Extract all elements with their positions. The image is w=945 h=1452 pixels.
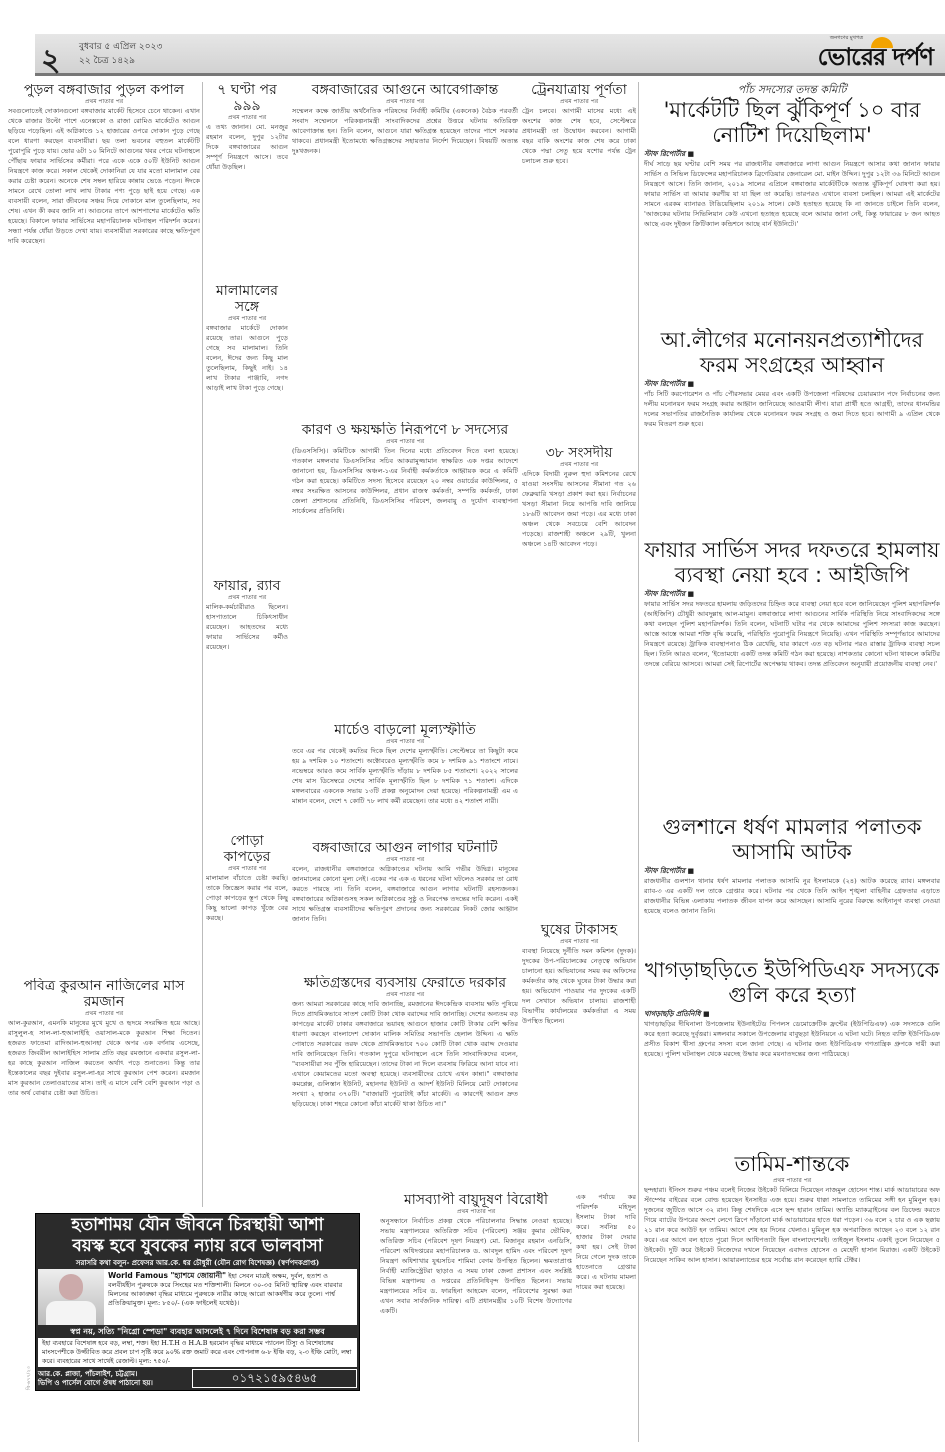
date-block <box>79 40 162 68</box>
article-body: বলেন, রাজধানীর বঙ্গবাজারে অগ্নিকাণ্ডের ঘটনায় আমি গভীর উদ্বিগ্ন। মানুষের জানমালের কোনো মূল্য নেই। একের পর এক এ ধরনের ঘটনা ঘটলেও সরকার তা রোধ করতে পারছে না। তিনি বলেন, বঙ্গবাজারে আগুন লাগার ঘটনাটি রহস্যজনক। বঙ্গবাজারের অগ্নিকাণ্ডসহ সকল অগ্নিকাণ্ডের সুষ্ঠু ও নিরপেক্ষ তদন্তের দাবি করেন। একই সাথে ক্ষতিগ্রস্ত ব্যবসায়ীদের ক্ষতিপূরণ প্রদানের জন্য সরকারের নিকট জোর আহ্বান জানান তিনি। <box>292 865 518 923</box>
article-market-risky <box>644 82 940 310</box>
ad-product-body: ইহা সেবন মাত্রই অক্ষম, দুর্বল, হতাশ ও বলবীর্যহীন পুরুষকে করে সিংহের মত শক্তিশালী। মিলনে ৩০-৩৫ মিনিট স্থায়িত্ব এবং বারবার মিলনের আকাঙ্ক্ষা বৃদ্ধির মাধ্যমে পুরুষকে নারীর কাছে আরো আকর্ষণীয় করে তুলে। পার্শ্ব প্রতিক্রিয়ামুক্ত। মূল্য: ৮৫০/- (এক ফাইলেই যথেষ্ঠ)। <box>108 1272 343 1307</box>
ad-product <box>104 1269 357 1325</box>
headline: তামিম-শান্তকে <box>734 1152 850 1176</box>
kicker: পাঁচ সদস্যের তদন্ত কমিটি <box>737 83 847 96</box>
article-tamim-shanto <box>644 1152 940 1442</box>
logo-name: ভোরের দর্পণ <box>817 43 933 71</box>
headline: মাসব্যাপী বায়ুদূষণ বিরোধী <box>403 1192 549 1208</box>
article-body: সম্মেলন কক্ষে জাতীয় অর্থনৈতিক পরিষদের নির্বাহী কমিটির (একনেক) বৈঠক পরবর্তী সংবাদ সম্মেলনে পরিকল্পনামন্ত্রী সাংবাদিকদের প্রশ্নের উত্তরে ঘটনায় অতিরিক্ত আবেগাক্রান্ত হন। তিনি বলেন, আগুনে যারা ক্ষতিগ্রস্ত হয়েছেন তাদের পাশে সরকার থাকবে। প্রধানমন্ত্রী ইতোমধ্যে ক্ষতিগ্রস্তদের সহায়তার নির্দেশ দিয়েছেন। বিষয়টি অত্যন্ত দুঃখজনক। <box>292 107 518 155</box>
headline: বঙ্গবাজারে আগুন লাগার ঘটনাটি <box>312 840 498 856</box>
doctor-photo <box>38 1269 104 1325</box>
byline: স্টাফ রিপোর্টার ■ <box>644 149 695 158</box>
continued-label: প্রথম পাতার পর <box>559 938 599 945</box>
continued-label: প্রথম পাতার পর <box>227 315 267 322</box>
article-body: জন্য আমরা সরকারের কাছে দাবি জানাচ্ছি, রমজানের ঈদকেন্দ্রিক ব্যবসায় ক্ষতি পুষিয়ে দিতে প্রাথমিকভাবে সাতশ কোটি টাকা থোক বরাদ্দের দাবি জানাচ্ছি। দেশের অন্যতম বড় কাপড়ের মার্কেট ঢাকার বঙ্গবাজারে ভয়াবহ আগুনে হাজার কোটি টাকার বেশি ক্ষতির ধারণা করছেন বাংলাদেশ দোকান মালিক সমিতির সভাপতি হেলাল উদ্দিন। এ ক্ষতি পোষাতে সরকারের তরফ থেকে প্রাথমিকভাবে ৭০০ কোটি টাকা থোক বরাদ্দ দেওয়ার দাবি জানিয়েছেন তিনি। গতকাল দুপুরে ঘটনাস্থলে এসে তিনি সাংবাদিকদের বলেন, "ব্যবসায়ীরা সব পুঁজি হারিয়েছেন। তাদের টাকা না দিলে ব্যবসায় ফিরিয়ে আনা যাবে না। এখানে কেয়ামতের মতো অবস্থা হয়েছে। ব্যবসায়ীদের চোখে এখন কান্না।" বঙ্গবাজার কমপ্লেক্স, গুলিস্তান ইউনিট, মহানগর ইউনিট ও আদর্শ ইউনিট মিলিয়ে মোট দোকানের সংখ্যা ২ হাজার ৩৭০টি। "বাজারটি পুরোটাই কাঁচা মার্কেট। এ কারণেই আগুন দ্রুত ছড়িয়েছে। ঢাকা শহরে কোনো কাঁচা মার্কেট থাকা উচিত না।" <box>292 1000 518 1108</box>
article-igp <box>644 538 940 808</box>
continued-label: প্রথম পাতার পর <box>227 594 267 601</box>
continued-label: প্রথম পাতার পর <box>456 1208 496 1215</box>
article-body: অনুসন্ধানে নির্বাচিত প্রকল্প থেকে পরিচালনার সিদ্ধান্ত নেওয়া হয়েছে। সভায় মন্ত্রণালয়ের অতিরিক্ত সচিব (পরিবেশ) সঞ্জয় কুমার ভৌমিক, অতিরিক্ত সচিব (পরিবেশ দূষণ নিয়ন্ত্রণ) মো. মিজানুর রহমান এনডিসি, পরিবেশ অধিদপ্তরের মহাপরিচালক ড. আবদুল হামিদ এবং পরিবেশ দূষণ নিয়ন্ত্রণ অধিশাখার যুগ্মসচিব শামিমা বেগম উপস্থিত ছিলেন। ক্ষমতাপ্রাপ্ত নির্বাহী ম্যাজিস্ট্রেটরা ছাড়াও এ সময় ঢাকা জেলা প্রশাসন এবং সংশ্লিষ্ট বিভিন্ন মন্ত্রণালয় ও দপ্তরের প্রতিনিধিবৃন্দ উপস্থিত ছিলেন। সভায় মন্ত্রণালয়ের সচিব ড. ফারহিনা আহমেদ বলেন, পরিবেশের সুরক্ষা করা এখন সবার সার্বজনিক দায়িত্ব। এটি প্রধানমন্ত্রীর ১০টি বিশেষ উদ্যোগের একটি। <box>380 1217 572 1315</box>
headline: পোড়া কাপড়ের <box>223 833 271 865</box>
ad-headline-1: হতাশাময় যৌন জীবনে চিরস্থায়ী আশা <box>71 1215 324 1235</box>
column-divider <box>202 82 203 1207</box>
article-7-hours <box>206 82 288 282</box>
advertisement <box>35 1213 360 1391</box>
continued-label: প্রথম পাতার পর <box>84 1010 124 1017</box>
article-khagrachari <box>644 958 940 1148</box>
ad-headline-3: স্বপ্ন নয়, সত্যি "নিগ্রো স্পেডা" ব্যবহার আসলেই ৭ দিনে বিশেষাঙ্গ বড় করা সম্ভব <box>70 1326 325 1336</box>
article-air-pollution <box>380 1192 572 1442</box>
headline: ৭ ঘণ্টা পর ৯৯৯ <box>217 82 277 114</box>
continued-label: প্রথম পাতার পর <box>385 856 425 863</box>
article-body: মালিক-কর্মচারীরাও ছিলেন। হাসপাতালে চিকিৎসাধীন রয়েছেন। আহতদের মধ্যে ফায়ার সার্ভিসের কর্মীও রয়েছেন। <box>206 603 288 651</box>
article-committee <box>292 422 518 720</box>
article-bribe <box>522 922 636 1190</box>
article-38-seats <box>522 445 636 920</box>
ad-product-row <box>38 1269 357 1325</box>
headline: পবিত্র কুরআন নাজিলের মাস রমজান <box>23 978 185 1010</box>
headline: কারণ ও ক্ষয়ক্ষতি নিরূপণে ৮ সদস্যের <box>301 422 509 438</box>
headline: ক্ষতিগ্রস্তদের ব্যবসায় ফেরাতে দরকার <box>303 975 507 991</box>
continued-label: প্রথম পাতার পর <box>385 438 425 445</box>
headline: ট্রেনযাত্রায় পূর্ণতা <box>531 82 627 98</box>
headline: ৩৮ সংসদীয় <box>545 445 613 461</box>
headline: বঙ্গবাজারের আগুনে আবেগাক্রান্ত <box>311 82 499 98</box>
ad-address-line: ভিপি ও পার্সেল যোগে ঔষধ পাঠানো হয়। <box>38 1378 153 1387</box>
article-fire-rab <box>206 578 288 833</box>
article-body: ছন্দহারা। ইনিংস শুরুর পঞ্চম বলেই নিজের উইকেট বিলিয়ে দিয়েছেন নাজমুল হোসেন শান্ত। মার্ক আডায়ারের অফ স্টাম্পের বাইরের বলে বোল্ড হয়েছেন ইনসাইড এজ হয়ে। শুরুর ধাক্কা সামলাতে তামিমের সঙ্গী হন মুমিনুল হক। দুজনের জুটিতে আসে ৩২ রান। কিন্তু শেষদিকে এসে ছন্দ হারান তামিম। অ্যান্ডি ম্যাকব্রাইনের বল ডিফেন্ড করতে গিয়ে ব্যাটের উপরের অংশে লেগে স্লিপে দাঁড়ানো মার্ক আডায়ারের হাতে ধরা পড়েন। ৩৬ বলে ২ চার ও এক ছক্কায় ২১ রান করে আউট হন তামিম। আগে শেষ হয় দিনের খেলাও। মুমিনুল হক অপরাজিত আছেন ২৩ বলে ১২ রান করে। এর আগে বল হাতে পুরো দিনে আধিপত্যটা ছিল বাংলাদেশেরই। তাইজুল ইসলাম একাই তুলে নিয়েছেন ৫ উইকেট। দুটি করে উইকেট নিজেদের দখলে নিয়েছেন এবাদত হোসেন ও মেহেদী হাসান মিরাজ। একটি উইকেট নিয়েছেন সাকিব আল হাসান। আয়ারল্যান্ডের হয়ে সর্বোচ্চ রান করেছেন হ্যারি টেক্টর। <box>644 1186 940 1264</box>
page-header <box>35 34 945 76</box>
article-train <box>522 82 636 442</box>
headline: 'মার্কেটটি ছিল ঝুঁকিপূর্ণ ১০ বার নোটিশ দিয়েছিলাম' <box>663 98 921 147</box>
continued-label: প্রথম পাতার পর <box>385 98 425 105</box>
article-emotional <box>292 82 518 417</box>
page-number: ২ <box>41 43 61 78</box>
byline: স্টাফ রিপোর্টার ■ <box>644 379 695 388</box>
ad-address-line: আর.কে. প্লাজা, পাঁচলাইশ, চট্টগ্রাম। <box>38 1369 138 1378</box>
article-gulshan <box>644 815 940 955</box>
article-awami-league <box>644 328 940 518</box>
article-body: পাঁচ সিটি করপোরেশন ও পাঁচ পৌরসভার মেয়র এবং একটি উপজেলা পরিষদের চেয়ারম্যান পদে নির্বাচনের জন্য দলীয় মনোনয়ন ফরম সংগ্রহ করার আহ্বান জানিয়েছে আওয়ামী লীগ। যারা প্রার্থী হতে আগ্রহী, তাদের ধানমন্ডির দলের সভাপতির রাজনৈতিক কার্যালয় থেকে মনোনয়ন ফরম সংগ্রহ ও জমা দিতে হবে। আগামী ৯ এপ্রিল থেকে ফরম বিতরণ শুরু হবে। <box>644 390 940 428</box>
headline: ফায়ার, র‍্যাব <box>213 578 281 594</box>
article-bribe-continued <box>576 1192 636 1442</box>
ad-headline-2: বয়স্ক হবে যুবকের ন্যায় রবে ভালবাসা <box>72 1236 323 1256</box>
article-body: দীর্ঘ সাড়ে ছয় ঘণ্টার বেশি সময় পর রাজধানীর বঙ্গবাজারে লাগা আগুন নিয়ন্ত্রণে আসার কথা জানান ফায়ার সার্ভিস ও সিভিল ডিফেন্সের মহাপরিচালক ব্রিগেডিয়ার জেনারেল মো. মাইন উদ্দিন। দুপুর ১২টা ৩৬ মিনিটে আগুন নিয়ন্ত্রণে আসে। তিনি জানান, ২০১৯ সালের এপ্রিলে বঙ্গবাজার মার্কেটটিকে অত্যন্ত ঝুঁকিপূর্ণ ঘোষণা করা হয়। ফায়ার সার্ভিস বা আমার করণীয় যা যা ছিল তা করেছি। তারপরও এখানে ব্যবসা চলছিল। আমরা এই মার্কেটের সামনে এরকম ব্যানারও টাঙিয়েছিলাম ২০১৯ সালে। কেউ হতাহত হয়েছে কি না জানতে চাইলে তিনি বলেন, 'আজকের ঘটনায় সিভিলিয়ান কেউ এখনো হতাহত হয়েছে বলে আমার জানা নেই, কিন্তু ফায়ারের ৮ জন আহত আছে এবং দুইজন ক্রিটিক্যাল কন্ডিশনে আছে বার্ন ইউনিটে।' <box>644 160 940 228</box>
date-gregorian: বুধবার ৫ এপ্রিল ২০২৩ <box>79 42 163 52</box>
continued-label: প্রথম পাতার পর <box>227 114 267 121</box>
article-goods <box>206 283 288 578</box>
article-body: বঙ্গবাজার মার্কেটে দোকান রয়েছে তার। আগুনে পুড়ে গেছে সব মালামাল। তিনি বলেন, ঈদের জন্য কিছু মাল তুলেছিলাম, কিছুই নাই। ১৪ লাখ টাকার পাঞ্জাবি, নগদ আড়াই লাখ টাকা পুড়ে গেছে। <box>206 324 288 392</box>
ad-consult: সরাসরি কথা বলুন- প্রফেসর আর.কে. ধর চৌধুরী (যৌন রোগ বিশেষজ্ঞ) (স্বর্ণপদকপ্রাপ্ত) <box>75 1258 320 1267</box>
headline: খাগড়াছড়িতে ইউপিডিএফ সদস্যকে গুলি করে হত্যা <box>644 958 940 1007</box>
byline: খাগড়াছড়ি প্রতিনিধি ■ <box>644 1009 710 1018</box>
ad-product-intro: World Famous "হ্যাশমে জোয়ানী" <box>108 1271 227 1280</box>
logo-tagline: জনগণের মুখপত্র <box>829 35 863 41</box>
article-body: খাগড়াছড়ির দীঘিনালা উপজেলায় ইউনাইটেড পিপলস ডেমোক্রেটিক ফ্রন্টের (ইউপিডিএফ) এক সদস্যকে গুলি করে হত্যা করেছে দুর্বৃত্তরা। মঙ্গলবার সকালে উপজেলার বাবুছড়া ইউনিয়নে এ ঘটনা ঘটে। নিহত ব্যক্তি ইউপিডিএফ প্রসীত বিকাশ খীসা গ্রুপের সদস্য বলে জানা গেছে। এ ঘটনার জন্য ইউপিডিএফ গণতান্ত্রিক গ্রুপকে দায়ী করা হয়েছে। পুলিশ ঘটনাস্থল থেকে মরদেহ উদ্ধার করে ময়নাতদন্তের জন্য পাঠিয়েছে। <box>644 1020 940 1058</box>
article-affected-traders <box>292 975 518 1190</box>
headline: আ.লীগের মনোনয়নপ্রত্যাশীদের ফরম সংগ্রহের আহ্বান <box>660 328 924 377</box>
continued-label: প্রথম পাতার পর <box>559 461 599 468</box>
article-body: রাজধানীর গুলশান থানার ধর্ষণ মামলার পলাতক আসামি নুর ইসলামকে (২৪) আটক করেছে র‍্যাব। মঙ্গলবার র‍্যাব-৩ এর একটি দল তাকে গ্রেপ্তার করে। ঘটনার পর থেকে তিনি আইন শৃঙ্খলা বাহিনীর গ্রেফতার এড়াতে রাজধানীর বিভিন্ন এলাকায় পলাতক জীবন যাপন করে আসছেন। আসামি নুরের বিরুদ্ধে আইনানুগ ব্যবস্থা নেওয়া হয়েছে বলেও জানান তিনি। <box>644 877 940 915</box>
ad-body-2: ইহা ব্যবহারে বিশেষাঙ্গ হবে বড়, লম্বা, শক্ত। ইহা H.T.H ও H.A.B হরমোন বৃদ্ধির মাধ্যমে প্যানেল টিস্যু ও বিশেষাঙ্গের মাংসপেশীকে উজ্জীবিত করে প্রবল চাপ সৃষ্টি করে ৯০% রক্ত জমাট করে এবং গোপনাঙ্গ ৬-৮ ইঞ্চি বড়, ২-৩ ইঞ্চি মোটা, লম্বা করে। ব্যবহারের সাথে সাথেই রেজাল্ট। মূল্য: ৭৫০/- <box>38 1338 357 1367</box>
headline: গুলশানে ধর্ষণ মামলার পলাতক আসামি আটক <box>662 815 922 864</box>
ad-address <box>38 1369 188 1388</box>
article-body: (ডিএসসিসি)। কমিটিকে আগামী তিন দিনের মধ্যে প্রতিবেদন দিতে বলা হয়েছে। গতকাল মঙ্গলবার ডিএসসিসির সচিব আকরামুজ্জামান স্বাক্ষরিত এক দপ্তর আদেশে জানানো হয়, ডিএসসিসির অঞ্চল-১এর নির্বাহী কর্মকর্তাকে আহ্বায়ক করে এ কমিটি গঠন করা হয়েছে। কমিটিতে সদস্য হিসেবে রয়েছেন ২০ নম্বর ওয়ার্ডের কাউন্সিলর, ৫ নম্বর সংরক্ষিত আসনের কাউন্সিলর, প্রধান রাজস্ব কর্মকর্তা, সম্পত্তি কর্মকর্তা, ঢাকা জেলা প্রশাসনের প্রতিনিধি, ডিএসসিসির পরিবেশ, জলবায়ু ও দুর্যোগ ব্যবস্থাপনা সার্কেলের প্রতিনিধি। <box>292 447 518 515</box>
headline: মার্চেও বাড়লো মূল্যস্ফীতি <box>334 722 476 738</box>
continued-label: প্রথম পাতার পর <box>559 98 599 105</box>
headline: ফায়ার সার্ভিস সদর দফতরে হামলায় ব্যবস্থা নেয়া হবে : আইজিপি <box>644 538 940 587</box>
article-body: ট্রেন চলবে। আগামী মাসের মধ্যে এই অংশের কাজ শেষ হবে, সেপ্টেম্বরে প্রধানমন্ত্রী তা উদ্বোধন করবেন। আগামী বছর বাকি অংশের কাজ শেষ করে ঢাকা থেকে পদ্মা সেতু হয়ে যশোর পর্যন্ত ট্রেন চলাচল শুরু হবে। <box>522 107 636 165</box>
article-body: এ তথ্য জানান। মো. মনজুর রহমান বলেন, দুপুর ১২টার দিকে বঙ্গবাজারের আগুন সম্পূর্ণ নিয়ন্ত্রণে আসে। তবে ধোঁয়া উড়ছিল। <box>206 123 288 171</box>
article-body: তবে এর পর থেকেই কমতির দিকে ছিল দেশের মূল্যস্ফীতি। সেপ্টেম্বরে তা কিছুটা কমে হয় ৯ দশমিক ১০ শতাংশে। অক্টোবরেও মূল্যস্ফীতি কমে ৮ দশমিক ৯১ শতাংশে নামে। নভেম্বরে আরও কমে সার্বিক মূল্যস্ফীতি দাঁড়ায় ৮ দশমিক ৮৫ শতাংশে। ২০২২ সালের শেষ মাস ডিসেম্বরে দেশের সার্বিক মূল্যস্ফীতি ছিল ৮ দশমিক ৭১ শতাংশ। এদিকে মঙ্গলবারের একনেক সভায় ১৩টি প্রকল্প অনুমোদন দেয়া হয়েছে। পরিকল্পনামন্ত্রী এম এ মান্নান বলেন, দেশে ৭ কোটি ৭৮ লাখ কর্মী রয়েছেন। তার মধ্যে ৪২ শতাংশ নারী। <box>292 747 518 805</box>
ad-code: বি-৬৭৭/২৩ <box>26 1366 32 1390</box>
article-inflation <box>292 722 518 838</box>
article-ramadan <box>8 978 200 1208</box>
headline: মালামালের সঙ্গে <box>216 283 278 315</box>
headline: ঘুষের টাকাসহ <box>540 922 618 938</box>
article-body: এক পর্যায়ে কর পরিদর্শক মহিদুল ইসলাম টাকা দাবি করে। সর্বনিম্ন ৫০ হাজার টাকা দেয়ার কথা হয়। সেই টাকা নিয়ে গেলে দুদক তাকে হাতেনাতে গ্রেপ্তার করে। এ ঘটনায় মামলা দায়ের করা হয়েছে। <box>576 1193 636 1291</box>
continued-label: প্রথম পাতার পর <box>227 865 267 872</box>
article-purl-bangabazar <box>8 82 200 975</box>
article-body: ফায়ার সার্ভিস সদর দফতরে হামলায় জড়িতদের চিহ্নিত করে ব্যবস্থা নেয়া হবে বলে জানিয়েছেন পুলিশ মহাপরিদর্শক (আইজিপি) চৌধুরী আবদুল্লাহ আল-মামুন। বঙ্গবাজারে লাগা আগুনের সার্বিক পরিস্থিতি নিয়ে সাংবাদিকদের সঙ্গে কথা বলছেন পুলিশ মহাপরিদর্শক। তিনি বলেন, ঘটনাটি ঘটার পর থেকে আমাদের পুলিশ সদস্যরা কাজ করছেন। আস্তে আস্তে আমরা শক্তি বৃদ্ধি করেছি, পরিস্থিতি পুরোপুরি নিয়ন্ত্রণে নিয়েছি। এখন পরিস্থিতি সম্পূর্ণভাবে আমাদের নিয়ন্ত্রণে রয়েছে। ট্রাফিক ব্যবস্থাপনাও ঠিক রেখেছি, যার কারণে এত বড় ঘটনার পরও রাস্তার ট্রাফিক ব্যবস্থা সচল ছিল। তিনি আরও বলেন, 'ইতোমধ্যে একটি তদন্ত কমিটি গঠন করা হয়েছে। নাশকতার কোনো ঘটনা থাকলে কমিটির তদন্তে বেরিয়ে আসবে। আমরা সেই রিপোর্টের অপেক্ষায় থাকব। তদন্ত প্রতিবেদন অনুযায়ী প্রয়োজনীয় ব্যবস্থা নেব।' <box>644 600 940 668</box>
byline: স্টাফ রিপোর্টার ■ <box>644 866 695 875</box>
article-body: এদিকে বিদায়ী নুরুল হুদা কমিশনের রেখে যাওয়া সংসদীয় আসনের সীমানা গত ২৬ ফেব্রুয়ারি খসড়া প্রকাশ করা হয়। নির্বাচনের খসড়া সীমানা নিয়ে আপত্তি দাবি জানিয়ে ১৮৬টি আবেদন জমা পড়ে। এর মধ্যে ঢাকা অঞ্চল থেকে সবচেয়ে বেশি আবেদন পড়েছে। রাজশাহী অঞ্চলে ২৯টি, খুলনা অঞ্চলে ১৪টি আবেদন পড়ে। <box>522 470 636 548</box>
headline: পুড়ল বঙ্গবাজার পুড়ল কপাল <box>23 82 185 98</box>
article-body: ব্যবস্থা নিয়েছে দুর্নীতি দমন কমিশন (দুদক)। দুদকের উপ-পরিচালকের নেতৃত্বে অভিযান চালানো হয়। অভিযানের সময় কর অফিসের কর্মকর্তার কাছ থেকে ঘুষের টাকা উদ্ধার করা হয়। অভিযোগ পাওয়ার পর দুদকের একটি দল সেখানে অভিযান চালায়। রাজশাহী বিভাগীয় কার্যালয়ের কর্মকর্তারা এ সময় উপস্থিত ছিলেন। <box>522 947 636 1025</box>
continued-label: প্রথম পাতার পর <box>385 738 425 745</box>
continued-label: প্রথম পাতার পর <box>84 98 124 105</box>
article-body: আল-কুরআন, এমনকি মানুষের মুখে মুখে ও হৃদয়ে সংরক্ষিত হয়ে আছে। রাসুলুল-হ সাল-লা-হুআলাইহি ওয়াসাল-মকে কুরআন শিক্ষা দিতেন। হজরত ফাতেমা রাদিআল-হুআনহা থেকে অপর এক বর্ণনায় এসেছে, হজরত জিবরীল আলাইহিস সালাম প্রতি বছর রমজানে একবার রসুল-লা-হর কাছে কুরআন নাজিল করতেন অর্থাৎ পড়ে শুনাতেন। কিন্তু তার ইন্তেকালের বছর দুইবার রসুল-লা-হর সাথে কুরআন পেশ করেন। রমজান মাস কুরআন তেলাওয়াতের মাস। তাই এ মাসে বেশি বেশি কুরআন পড়া ও তার অর্থ বোঝার চেষ্টা করা উচিত। <box>8 1019 200 1097</box>
article-body: মালামাল বাঁচাতে চেষ্টা করছি। তাকে জিজ্ঞেস করার পর বলে, পোড়া কাপড়ের স্তূপ থেকে কিছু কিছু ভালো কাপড় খুঁজে বের করছে। <box>206 874 288 922</box>
ad-footer <box>38 1369 357 1388</box>
newspaper-logo <box>818 35 933 72</box>
article-fire-incident <box>292 840 518 970</box>
column-divider <box>638 82 639 1442</box>
article-body: সবগুলোতেই দোকানগুলো বঙ্গবাজার মার্কেট হিসেবে চেনে থাকেন। এখান থেকে রাজার উল্টো পাশে এনেক্সকো ও রাজা রোমিও মার্কেটেও আগুন ছড়িয়ে পড়েছিল। এই অগ্নিকাণ্ডে ১২ হাজারের ওপরে দোকান পুড়ে গেছে বলে ধারণা করছেন ব্যবসায়ীরা। ছয় তলা ভবনের বহুতল মার্কেটটি পুরোপুরি পুড়ে যায়। ভোর ৬টা ১০ মিনিটে আগুনের খবর পেয়ে ঘটনাস্থলে পৌঁছায় ফায়ার সার্ভিসের কর্মীরা। পরে একে একে ৫০টি ইউনিট আগুন নিয়ন্ত্রণে কাজ করে। সকাল থেকেই দোকানিরা যে যার মতো মালামাল বের করার চেষ্টা করেন। অনেকে শেষ সম্বল হারিয়ে কান্নায় ভেঙে পড়েন। ঈদকে সামনে রেখে তোলা লাখ লাখ টাকার পণ্য পুড়ে ছাই হয়ে গেছে। এক ব্যবসায়ী বলেন, সারা জীবনের সঞ্চয় দিয়ে দোকানে মাল তুলেছিলাম, সব শেষ। এখন কী করব জানি না। আগুনের তাপে আশপাশের মার্কেটেও ক্ষতি হয়েছে। বিকালে ফায়ার সার্ভিসের মহাপরিচালক ঘটনাস্থল পরিদর্শন করেন। সন্ধ্যা পর্যন্ত ধোঁয়া উড়তে দেখা যায়। ব্যবসায়ীরা সরকারের কাছে ক্ষতিপূরণ দাবি করেছেন। <box>8 107 200 245</box>
date-bengali: ২২ চৈত্র ১৪২৯ <box>79 56 135 66</box>
article-burnt-clothes <box>206 833 288 1208</box>
continued-label: প্রথম পাতার পর <box>772 1177 812 1184</box>
byline: স্টাফ রিপোর্টার ■ <box>644 589 695 598</box>
ad-phone: ০১৭২১৫৯৫৪৬৫ <box>192 1369 357 1388</box>
continued-label: প্রথম পাতার পর <box>385 991 425 998</box>
